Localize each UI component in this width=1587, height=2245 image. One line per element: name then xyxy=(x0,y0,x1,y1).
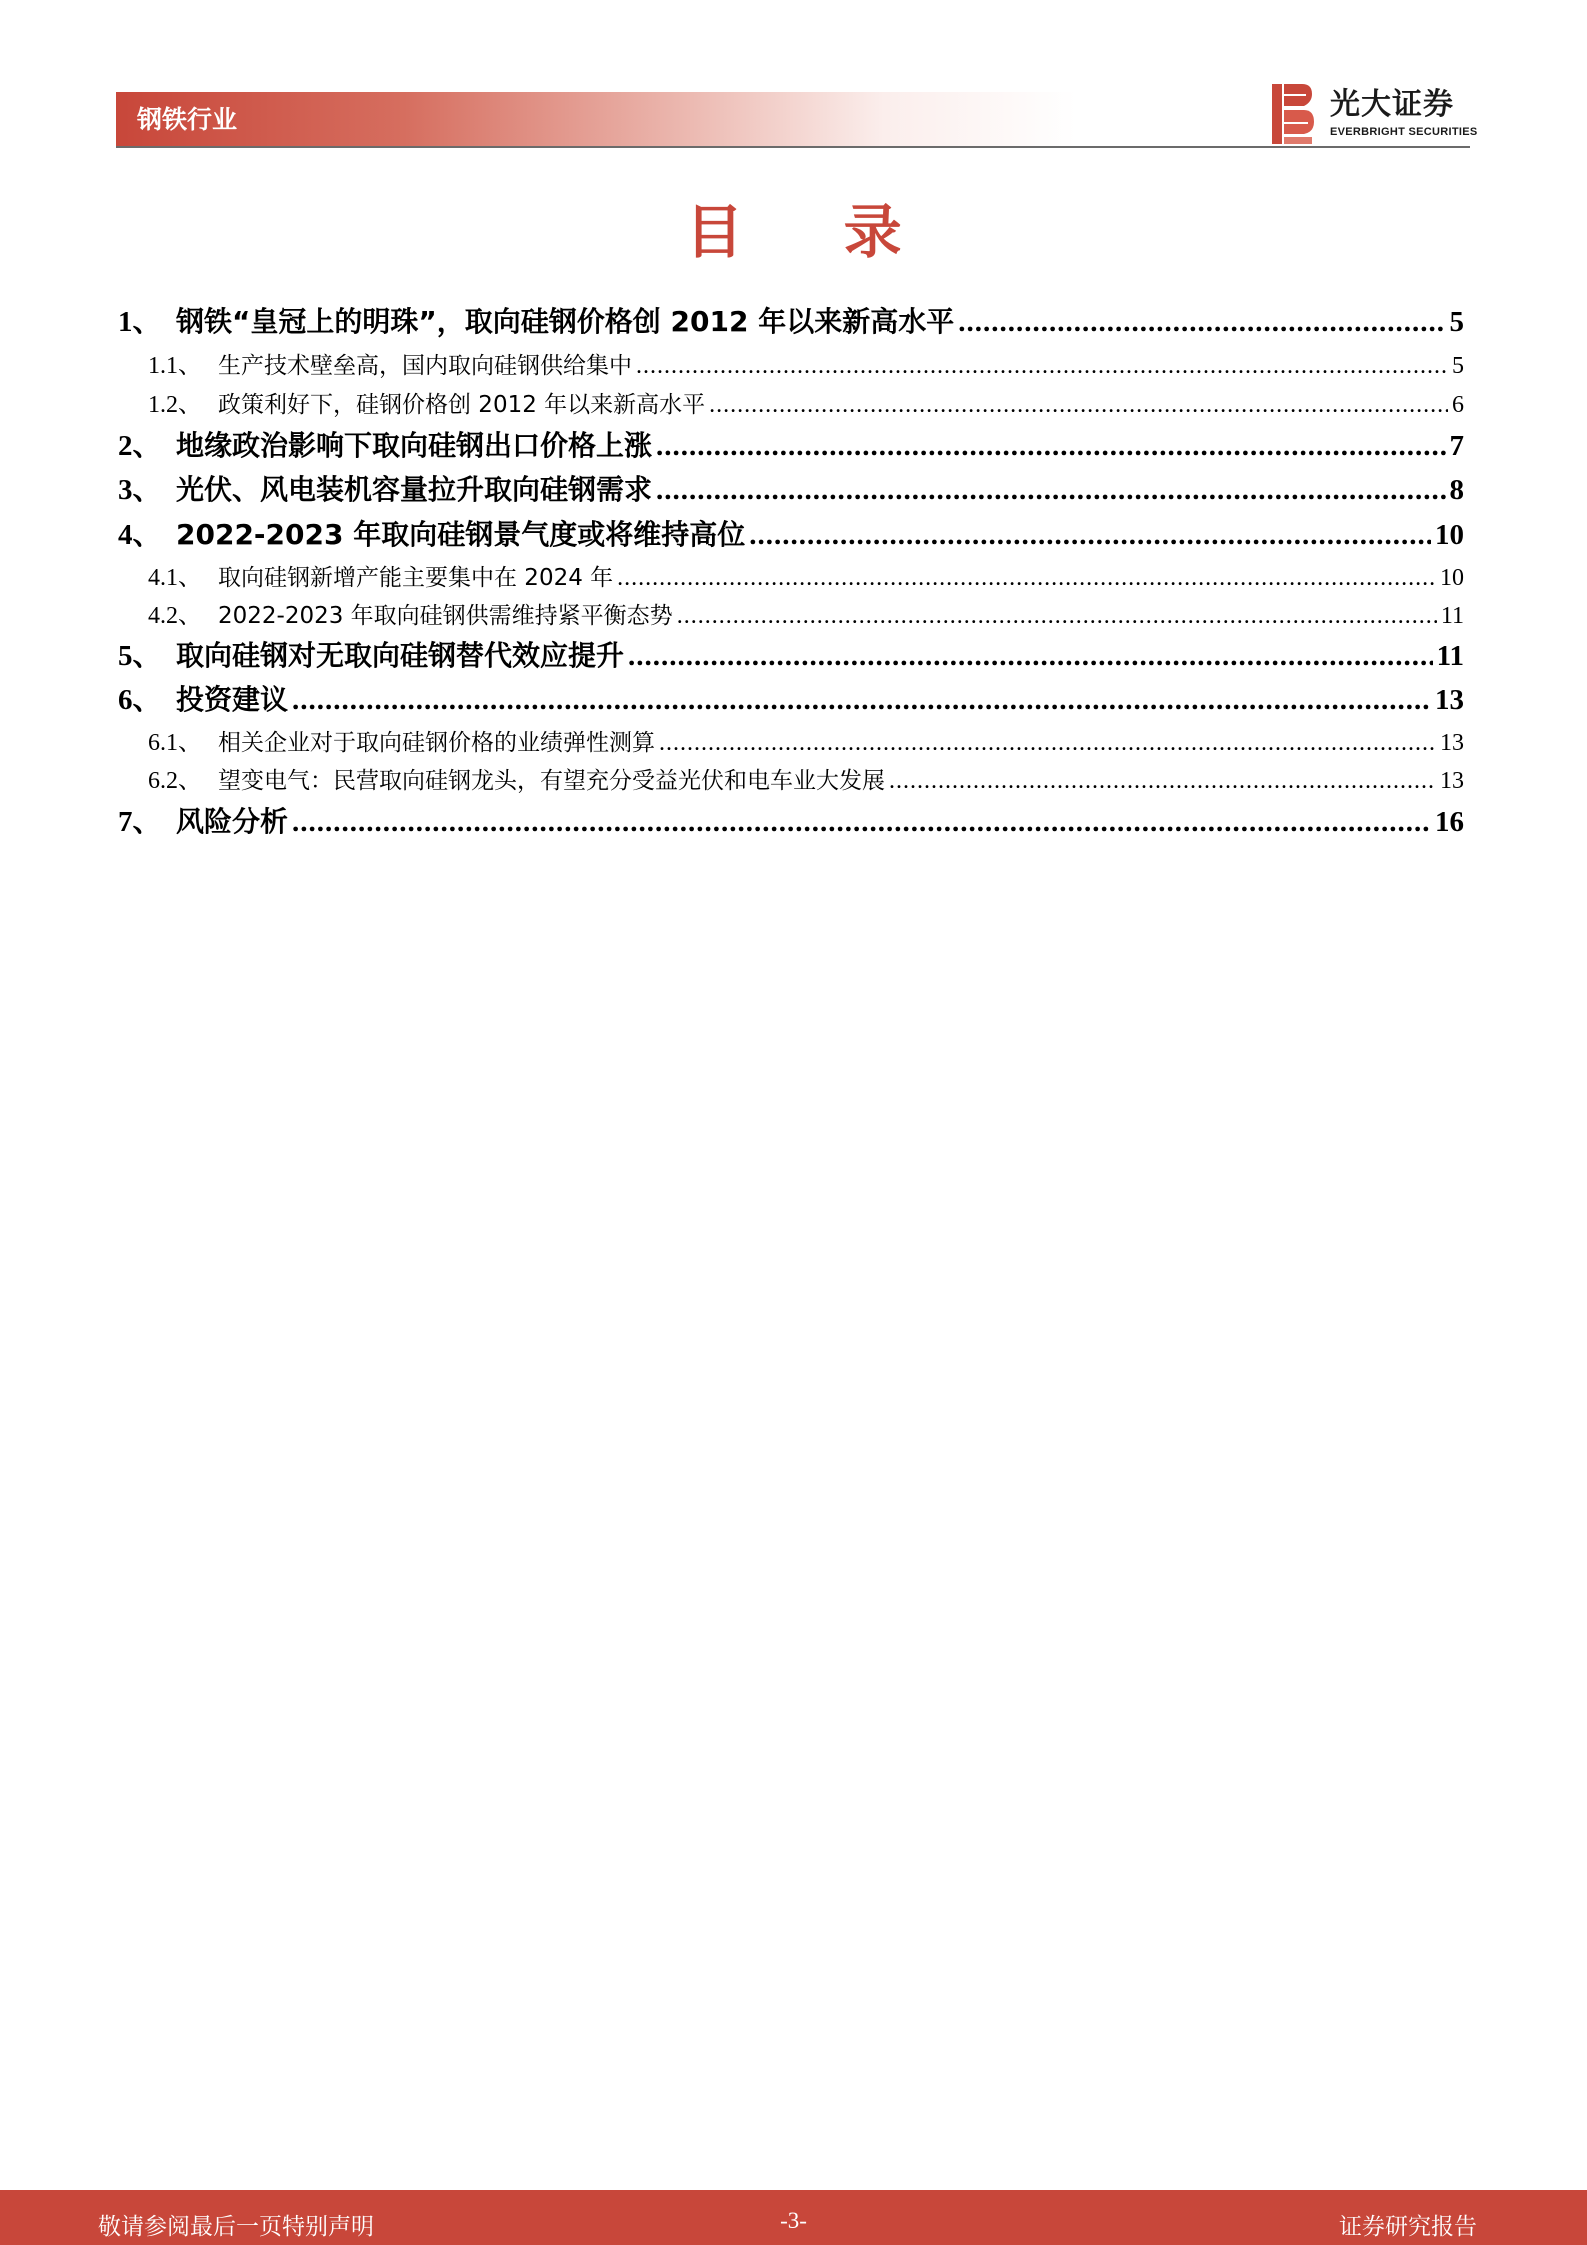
toc-entry-page: 6 xyxy=(1452,392,1464,418)
toc-entry-page: 8 xyxy=(1449,474,1464,506)
toc-leader-dots xyxy=(636,348,1448,384)
toc-entry-title: 望变电气：民营取向硅钢龙头，有望充分受益光伏和电车业大发展 xyxy=(218,768,885,794)
page-footer xyxy=(0,2190,1587,2245)
toc-entry-6-2[interactable] xyxy=(118,763,1464,799)
footer-disclaimer-note: 敬请参阅最后一页特别声明 xyxy=(98,2214,374,2240)
everbright-logo xyxy=(1272,84,1478,144)
toc-leader-dots xyxy=(659,725,1436,761)
toc-entry-page: 13 xyxy=(1435,684,1464,716)
toc-leader-dots xyxy=(958,302,1445,342)
toc-entry-title: 政策利好下，硅钢价格创 2012 年以来新高水平 xyxy=(218,392,706,418)
toc-entry-7[interactable] xyxy=(118,802,1464,842)
toc-leader-dots xyxy=(292,680,1431,720)
toc-entry-page: 10 xyxy=(1440,565,1464,591)
toc-entry-1[interactable] xyxy=(118,302,1464,342)
toc-entry-number: 3、 xyxy=(118,474,162,506)
toc-entry-6[interactable] xyxy=(118,680,1464,720)
toc-entry-title: 取向硅钢新增产能主要集中在 2024 年 xyxy=(218,565,614,591)
toc-leader-dots xyxy=(889,763,1436,799)
toc-leader-dots xyxy=(617,560,1436,596)
toc-entry-4-2[interactable] xyxy=(118,598,1464,634)
everbright-logo-mark-icon xyxy=(1272,84,1314,144)
toc-entry-number: 1、 xyxy=(118,306,162,338)
header-divider xyxy=(116,146,1470,148)
toc-entry-4-1[interactable] xyxy=(118,560,1464,596)
toc-entry-page: 13 xyxy=(1440,730,1464,756)
toc-entry-title: 生产技术壁垒高，国内取向硅钢供给集中 xyxy=(218,353,632,379)
toc-entry-number: 4.2、 xyxy=(148,603,202,629)
toc-entry-4[interactable] xyxy=(118,515,1464,555)
toc-leader-dots xyxy=(628,636,1433,676)
toc-entry-title: 地缘政治影响下取向硅钢出口价格上涨 xyxy=(176,429,653,462)
toc-entry-page: 10 xyxy=(1435,519,1464,551)
toc-entry-page: 5 xyxy=(1449,306,1464,338)
toc-leader-dots xyxy=(709,387,1448,423)
footer-report-type: 证券研究报告 xyxy=(1339,2214,1477,2240)
toc-entry-page: 16 xyxy=(1435,806,1464,838)
toc-entry-1-2[interactable] xyxy=(118,387,1464,423)
toc-entry-title: 相关企业对于取向硅钢价格的业绩弹性测算 xyxy=(218,730,655,756)
toc-leader-dots xyxy=(677,598,1437,634)
toc-entry-number: 4、 xyxy=(118,519,162,551)
toc-title: 目 录 xyxy=(685,198,942,266)
header-band xyxy=(116,92,1076,146)
header-section-label: 钢铁行业 xyxy=(137,105,238,134)
toc-entry-number: 7、 xyxy=(118,806,162,838)
toc-leader-dots xyxy=(749,515,1431,555)
toc-leader-dots xyxy=(292,802,1431,842)
toc-entry-title: 投资建议 xyxy=(176,683,289,716)
toc-entry-number: 6.1、 xyxy=(148,730,202,756)
footer-page-number: -3- xyxy=(780,2208,807,2233)
toc-entry-number: 4.1、 xyxy=(148,565,202,591)
toc-entry-number: 1.2、 xyxy=(148,392,202,418)
toc-entry-page: 11 xyxy=(1436,640,1464,672)
toc-entry-number: 5、 xyxy=(118,640,162,672)
toc-entry-title: 光伏、风电装机容量拉升取向硅钢需求 xyxy=(176,473,653,506)
toc-entry-page: 11 xyxy=(1440,603,1464,629)
toc-entry-title: 风险分析 xyxy=(176,805,289,838)
toc-entry-number: 6、 xyxy=(118,684,162,716)
toc-entry-page: 13 xyxy=(1440,768,1464,794)
toc-leader-dots xyxy=(656,426,1445,466)
toc-entry-page: 7 xyxy=(1449,430,1464,462)
logo-text-cn: 光大证券 xyxy=(1330,87,1454,122)
toc-entry-5[interactable] xyxy=(118,636,1464,676)
toc-entry-6-1[interactable] xyxy=(118,725,1464,761)
toc-entry-title: 取向硅钢对无取向硅钢替代效应提升 xyxy=(176,639,625,672)
toc-entry-number: 2、 xyxy=(118,430,162,462)
toc-entry-title: 2022-2023 年取向硅钢供需维持紧平衡态势 xyxy=(218,603,673,629)
toc-entry-page: 5 xyxy=(1452,353,1464,379)
toc-entry-number: 6.2、 xyxy=(148,768,202,794)
logo-text-en: EVERBRIGHT SECURITIES xyxy=(1330,126,1478,138)
toc-entry-number: 1.1、 xyxy=(148,353,202,379)
toc-entry-1-1[interactable] xyxy=(118,348,1464,384)
toc-entry-3[interactable] xyxy=(118,470,1464,510)
toc-entry-title: 钢铁“皇冠上的明珠”，取向硅钢价格创 2012 年以来新高水平 xyxy=(176,305,955,338)
toc-entry-2[interactable] xyxy=(118,426,1464,466)
toc-leader-dots xyxy=(656,470,1445,510)
toc-entry-title: 2022-2023 年取向硅钢景气度或将维持高位 xyxy=(176,518,746,551)
